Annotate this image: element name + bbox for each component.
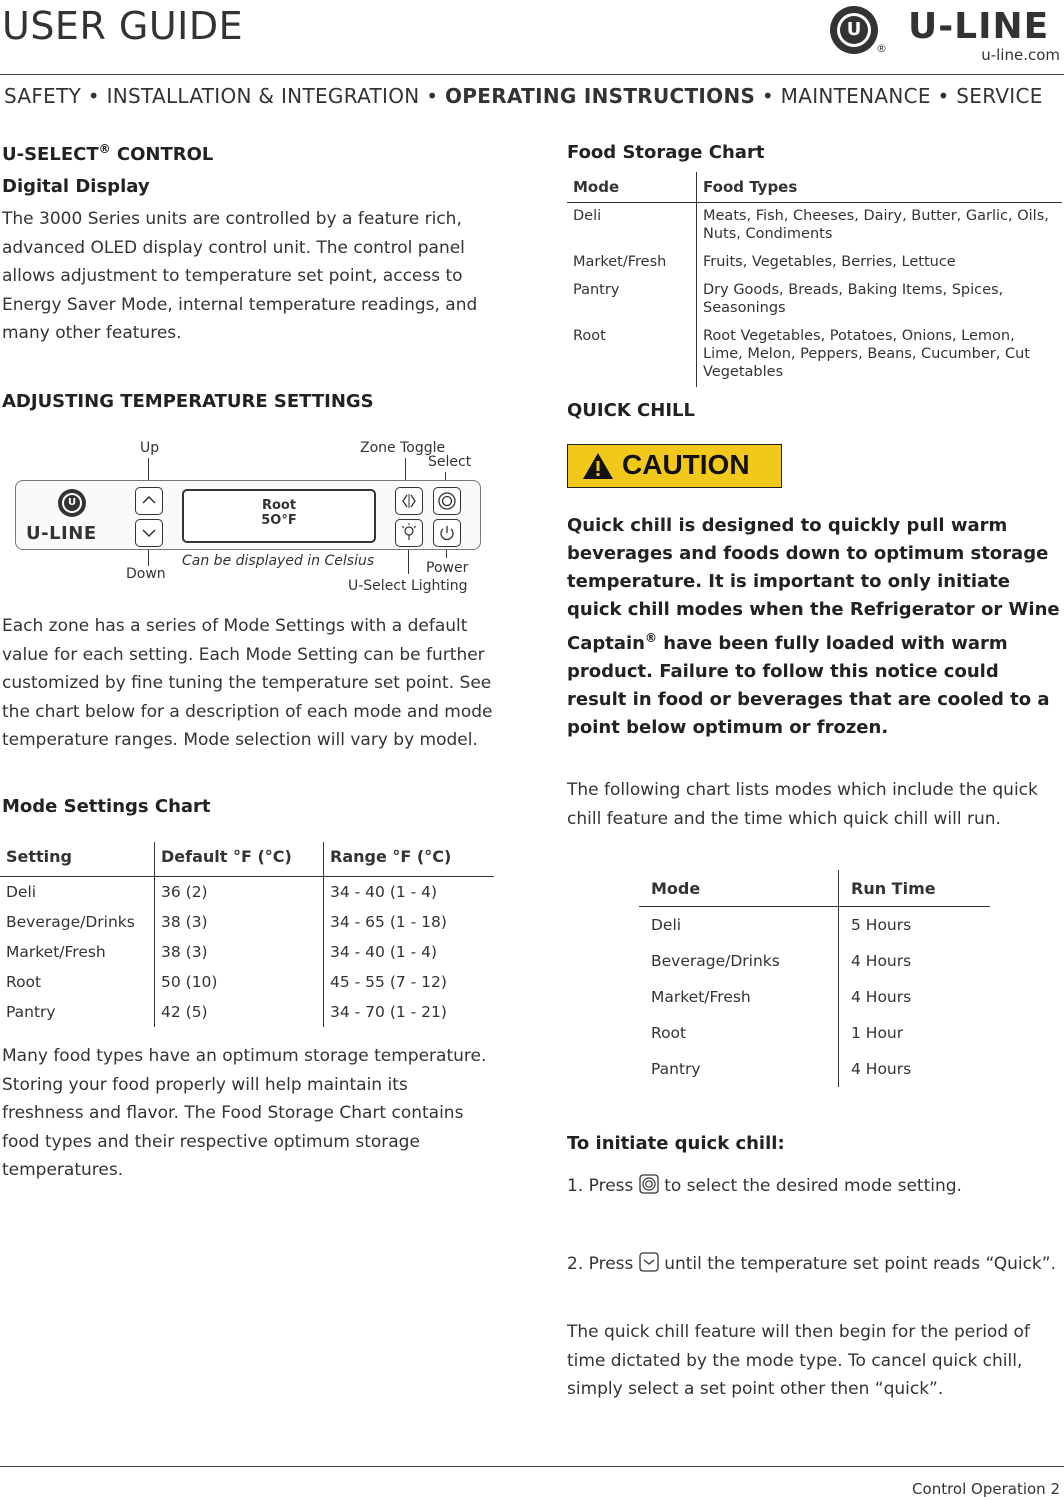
label-select: Select (428, 454, 472, 470)
table-cell: Meats, Fish, Cheeses, Dairy, Butter, Garlic, Oils, Nuts, Condiments (703, 208, 1049, 242)
table-cell: 5 Hours (851, 916, 912, 934)
digital-display-text: The 3000 Series units are controlled by a feature rich, advanced OLED display control unit. The control panel allows adjustment to temperature set point, access to Energy Saver Mode, internal temperature readings, and many other features. (2, 209, 478, 343)
chevron-down-icon (136, 520, 162, 546)
adjusting-heading: ADJUSTING TEMPERATURE SETTINGS (2, 391, 374, 412)
select-button[interactable] (433, 487, 461, 515)
table-row (639, 943, 990, 979)
table-row (639, 979, 990, 1015)
table-row (0, 967, 494, 997)
nav-safety[interactable]: SAFETY (4, 84, 82, 108)
control-panel-diagram (0, 436, 500, 600)
table-row (567, 249, 1062, 277)
table-cell: 36 (2) (155, 877, 324, 908)
table-cell: Market/Fresh (639, 979, 839, 1015)
food-storage-table (567, 172, 1062, 387)
table-row (567, 323, 1062, 387)
page-title: USER GUIDE (2, 4, 244, 48)
table-row (0, 907, 494, 937)
table-cell: Market/Fresh (0, 937, 155, 967)
nav-separator: • (426, 84, 439, 108)
mode-settings-text: Each zone has a series of Mode Settings with a default value for each setting. Each Mode Setting can be further customized by fine tuning the temperature set point. See the chart below for a description of each mode and mode temperature ranges. Mode selection will vary by model. (2, 616, 493, 750)
power-icon (434, 520, 460, 546)
select-icon (639, 1174, 659, 1194)
table-cell: Pantry (639, 1051, 839, 1087)
power-button[interactable] (433, 519, 461, 547)
table-header: Default °F (°C) (155, 842, 324, 877)
table-header: Setting (0, 842, 155, 877)
up-button[interactable] (135, 487, 163, 515)
brand-name: U-LINE (908, 6, 1050, 47)
table-row (0, 877, 494, 908)
page-number: Control Operation 2 (912, 1480, 1060, 1498)
caution-label: CAUTION (622, 449, 750, 480)
table-row (567, 203, 1062, 250)
down-button[interactable] (135, 519, 163, 547)
table-cell: 4 Hours (851, 952, 912, 970)
food-storage-text: Many food types have an optimum storage temperature. Storing your food properly will help maintain its freshness and flavor. The Food Storage Chart contains food types and their respective optimum storage temperatures. (2, 1046, 487, 1180)
table-cell: Deli (0, 877, 155, 908)
chevron-down-icon (639, 1252, 659, 1272)
panel-logo-icon: U (58, 489, 86, 517)
table-cell: Market/Fresh (567, 249, 697, 277)
label-power: Power (426, 560, 469, 576)
chevron-up-icon (136, 488, 162, 514)
caution-banner (567, 444, 782, 488)
chart-intro-text: The following chart lists modes which include the quick chill feature and the time which quick chill will run. (567, 780, 1038, 829)
label-lighting: U-Select Lighting (348, 578, 468, 594)
header-divider (0, 74, 1064, 75)
table-cell: Pantry (567, 277, 697, 323)
table-row (639, 1015, 990, 1051)
quick-chill-heading: QUICK CHILL (567, 400, 695, 421)
table-row (0, 937, 494, 967)
table-cell: 50 (10) (155, 967, 324, 997)
nav-separator: • (761, 84, 774, 108)
panel-brand: U-LINE (26, 523, 97, 544)
nav-separator: • (937, 84, 950, 108)
label-up: Up (140, 440, 160, 456)
table-cell: Beverage/Drinks (639, 943, 839, 979)
quick-chill-table (639, 870, 990, 1087)
digital-display-heading: Digital Display (2, 176, 150, 197)
display-mode: Root (261, 498, 297, 513)
oled-display (182, 489, 376, 543)
table-cell: 38 (3) (155, 937, 324, 967)
nav-installation[interactable]: INSTALLATION & INTEGRATION (106, 84, 420, 108)
table-row (639, 1051, 990, 1087)
table-cell: Deli (639, 907, 839, 944)
table-cell: 34 - 70 (1 - 21) (330, 1003, 447, 1021)
nav-operating-instructions[interactable]: OPERATING INSTRUCTIONS (444, 84, 756, 108)
table-header: Range °F (°C) (324, 842, 495, 877)
final-text: The quick chill feature will then begin for the period of time dictated by the mode type. To cancel quick chill, simply select a set point other then “quick”. (567, 1322, 1030, 1399)
label-down: Down (126, 566, 166, 582)
select-icon (434, 488, 460, 514)
zone-toggle-button[interactable] (395, 487, 423, 515)
website-link[interactable]: u-line.com (981, 46, 1060, 64)
table-cell: Pantry (0, 997, 155, 1027)
zone-toggle-icon (396, 488, 422, 514)
table-cell: Deli (567, 203, 697, 250)
table-row (639, 907, 990, 944)
table-cell: 34 - 40 (1 - 4) (330, 943, 438, 961)
nav-maintenance[interactable]: MAINTENANCE (780, 84, 931, 108)
nav-service[interactable]: SERVICE (956, 84, 1043, 108)
label-zone-toggle: Zone Toggle (360, 440, 446, 456)
table-cell: 4 Hours (851, 988, 912, 1006)
table-cell: 42 (5) (155, 997, 324, 1027)
caution-text: Quick chill is designed to quickly pull warm beverages and foods down to optimum storage temperature. It is important to only initiate quick chill modes when the Refrigerator or Wine Captain® have been fully loaded with warm product. Failure to follow this notice could result in food or beverages that are cooled to a point below optimum or frozen. (567, 515, 1060, 738)
table-cell: 4 Hours (851, 1060, 912, 1078)
table-row (0, 997, 494, 1027)
table-cell: 34 - 65 (1 - 18) (330, 913, 447, 931)
table-header: Food Types (697, 172, 1063, 203)
table-cell: 45 - 55 (7 - 12) (330, 973, 447, 991)
section-heading: U-SELECT® CONTROL (2, 142, 214, 165)
table-cell: Root Vegetables, Potatoes, Onions, Lemon, Lime, Melon, Peppers, Beans, Cucumber, Cut Vegetables (703, 328, 1030, 380)
control-panel (15, 480, 481, 550)
mode-chart-heading: Mode Settings Chart (2, 796, 211, 817)
registered-mark: ® (876, 42, 887, 55)
display-temp: 5O°F (261, 513, 297, 528)
table-cell: 34 - 40 (1 - 4) (330, 883, 438, 901)
table-cell: 1 Hour (851, 1024, 904, 1042)
table-cell: Root (567, 323, 697, 387)
table-cell: Fruits, Vegetables, Berries, Lettuce (703, 254, 956, 270)
initiate-heading: To initiate quick chill: (567, 1133, 785, 1154)
table-cell: Beverage/Drinks (0, 907, 155, 937)
step-1: 1. Press to select the desired mode setting. (567, 1176, 962, 1196)
table-header: Run Time (839, 870, 991, 907)
table-cell: 38 (3) (155, 907, 324, 937)
light-bulb-icon (396, 520, 422, 546)
u-line-logo-icon: U (830, 6, 878, 54)
table-header: Mode (639, 870, 839, 907)
lighting-button[interactable] (395, 519, 423, 547)
table-cell: Dry Goods, Breads, Baking Items, Spices, Seasonings (703, 282, 1004, 316)
label-celsius: Can be displayed in Celsius (182, 553, 375, 569)
table-row (567, 277, 1062, 323)
table-cell: Root (0, 967, 155, 997)
section-nav (4, 84, 1043, 108)
food-chart-heading: Food Storage Chart (567, 142, 765, 163)
nav-separator: • (87, 84, 100, 108)
footer-divider (0, 1466, 1064, 1467)
table-cell: Root (639, 1015, 839, 1051)
warning-icon (582, 451, 614, 481)
step-2: 2. Press until the temperature set point reads “Quick”. (567, 1254, 1056, 1274)
table-header: Mode (567, 172, 697, 203)
mode-settings-table (0, 842, 494, 1027)
